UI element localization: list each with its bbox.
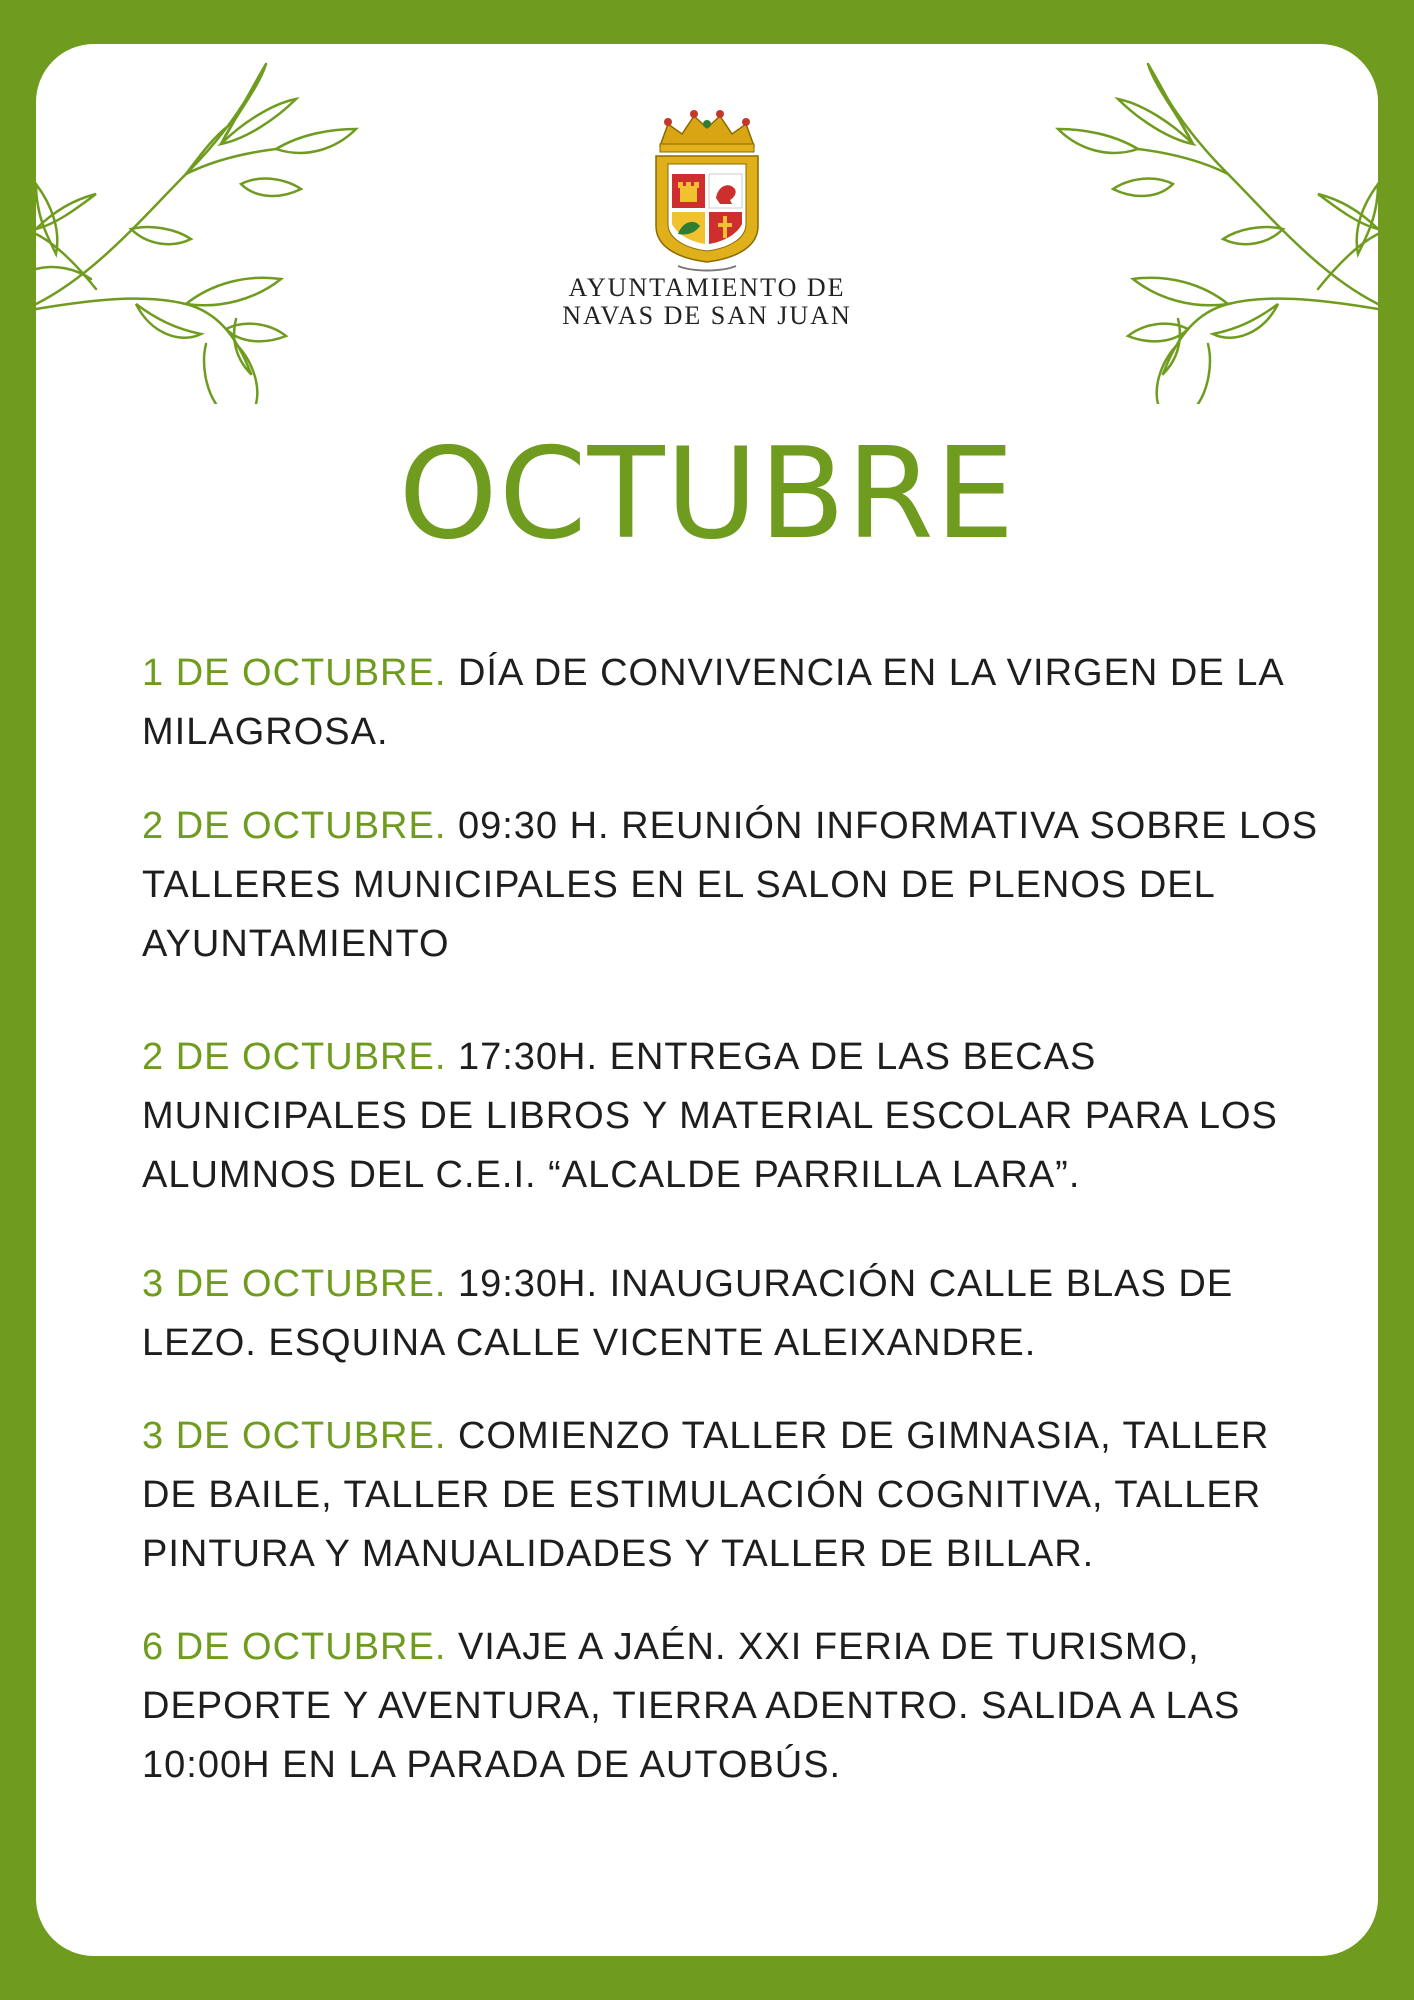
event-description: 19:30H. INAUGURACIÓN CALLE BLAS DE LEZO. ESQUINA CALLE VICENTE ALEIXANDRE. (142, 1263, 1234, 1364)
organization-name-line2: NAVAS DE SAN JUAN (562, 301, 852, 330)
event-item (142, 644, 1332, 762)
event-description: VIAJE A JAÉN. XXI FERIA DE TURISMO, DEPORTE Y AVENTURA, TIERRA ADENTRO. SALIDA A LAS 10:00H EN LA PARADA DE AUTOBÚS. (142, 1626, 1241, 1786)
page-title: OCTUBRE (398, 420, 1016, 567)
event-item (142, 797, 1332, 974)
organization-name (436, 274, 978, 330)
event-date: 1 DE OCTUBRE. (142, 652, 447, 694)
organization-name-line1: AYUNTAMIENTO DE (568, 273, 846, 302)
event-date: 3 DE OCTUBRE. (142, 1415, 447, 1457)
leaf-branch-right-icon (1018, 44, 1378, 404)
event-date: 3 DE OCTUBRE. (142, 1263, 447, 1305)
poster-card (36, 44, 1378, 1956)
leaf-branch-left-icon (36, 44, 396, 404)
event-date: 2 DE OCTUBRE. (142, 805, 447, 847)
event-description: 09:30 H. REUNIÓN INFORMATIVA SOBRE LOS TALLERES MUNICIPALES EN EL SALON DE PLENOS DEL AYUNTAMIENTO (142, 805, 1319, 965)
event-item (142, 1407, 1332, 1584)
event-item (142, 1028, 1332, 1205)
events-list (142, 644, 1332, 1795)
event-date: 2 DE OCTUBRE. (142, 1036, 447, 1078)
event-item (142, 1618, 1332, 1795)
event-date: 6 DE OCTUBRE. (142, 1626, 447, 1668)
coat-of-arms-icon (648, 106, 766, 276)
event-description: 17:30H. ENTREGA DE LAS BECAS MUNICIPALES DE LIBROS Y MATERIAL ESCOLAR PARA LOS ALUMNOS DEL C.E.I. “ALCALDE PARRILLA LARA”. (142, 1036, 1278, 1196)
event-description: DÍA DE CONVIVENCIA EN LA VIRGEN DE LA MILAGROSA. (142, 652, 1283, 753)
event-item (142, 1255, 1332, 1373)
event-description: COMIENZO TALLER DE GIMNASIA, TALLER DE BAILE, TALLER DE ESTIMULACIÓN COGNITIVA, TALLER PINTURA Y MANUALIDADES Y TALLER DE BILLAR. (142, 1415, 1270, 1575)
